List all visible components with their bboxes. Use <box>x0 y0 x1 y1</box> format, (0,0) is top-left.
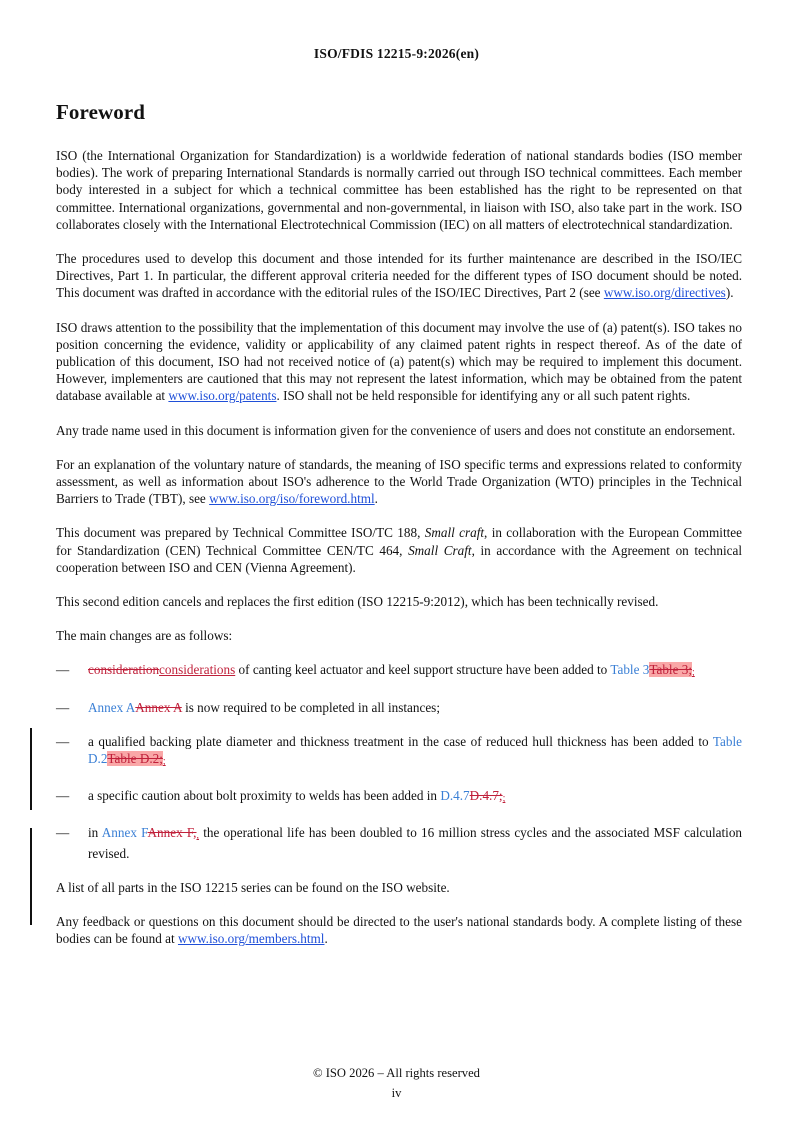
link-iso-members[interactable]: www.iso.org/members.html <box>177 931 325 947</box>
document-body <box>56 100 742 965</box>
inserted-considerations: considerations <box>159 662 236 678</box>
change-5-text: the operational life has been doubled to 16 million stress cycles and the associated MSF calculation revised. <box>88 825 743 861</box>
deleted-consideration: consideration <box>88 662 160 678</box>
xref-table-d2[interactable]: Table D.2 <box>88 733 742 767</box>
paragraph-patents <box>56 319 742 405</box>
deleted-annex-a: Annex A <box>135 699 182 715</box>
change-1-text: of canting keel actuator and keel support structure have been added to <box>235 662 611 678</box>
list-dash: — <box>56 788 70 804</box>
link-iso-patents[interactable]: www.iso.org/patents <box>168 388 277 404</box>
paragraph-technical-committee <box>56 524 742 576</box>
change-bar-2 <box>30 828 32 925</box>
change-3-text: a qualified backing plate diameter and thickness treatment in the case of reduced hull thickness has been added to <box>88 733 713 749</box>
paragraph-patents-tail: . ISO shall not be held responsible for identifying any or all such patent rights. <box>276 388 691 404</box>
tc-seg-2: , in collaboration with the European Committee for Standardization (CEN) Technical Committee CEN/TC 464, <box>56 525 742 558</box>
paragraph-parts-list: A list of all parts in the ISO 12215 series can be found on the ISO website. <box>56 879 450 895</box>
tc-italic-small-craft: Small craft <box>424 525 485 541</box>
tc-italic-small-craft-cen: Small Craft <box>408 542 472 558</box>
xref-annex-f[interactable]: Annex F <box>101 825 148 841</box>
xref-annex-a[interactable]: Annex A <box>88 699 136 715</box>
paragraph-voluntary-nature <box>56 456 742 508</box>
deleted-table-d2-highlight: Table D.2; <box>107 751 163 767</box>
inserted-semicolon-1: ; <box>691 667 695 679</box>
running-head: ISO/FDIS 12215-9:2026(en) <box>313 46 480 61</box>
page-number: iv <box>391 1086 402 1100</box>
change-2-text: is now required to be completed in all instances; <box>181 699 440 715</box>
deleted-annex-f: Annex F, <box>147 825 197 841</box>
paragraph-voluntary-tail: . <box>374 491 378 507</box>
list-dash: — <box>56 662 70 678</box>
list-dash: — <box>56 825 70 841</box>
paragraph-trade-name: Any trade name used in this document is information given for the convenience of users and does not constitute an endorsement. <box>56 422 736 438</box>
list-item-change-3 <box>56 733 742 770</box>
link-iso-foreword[interactable]: www.iso.org/iso/foreword.html <box>209 491 375 507</box>
paragraph-main-changes-intro: The main changes are as follows: <box>56 628 233 644</box>
inserted-semicolon-3: ; <box>162 756 166 768</box>
paragraph-voluntary-text: For an explanation of the voluntary nature of standards, the meaning of ISO specific terms and expressions related to conformity assessment, as well as information about ISO's adherence to the World Trade Organization (WTO) principles in the Technical Barriers to Trade (TBT), see <box>56 456 742 507</box>
paragraph-procedures-tail: ). <box>725 285 734 301</box>
paragraph-feedback-tail: . <box>324 931 328 947</box>
xref-d47[interactable]: D.4.7 <box>440 788 470 804</box>
paragraph-procedures-text: The procedures used to develop this document and those intended for its further maintenance are described in the ISO/IEC Directives, Part 1. In particular, the different approval criteria needed for the different types of ISO document should be noted. This document was drafted in accordance with the editorial rules of the ISO/IEC Directives, Part 2 (see <box>56 251 742 301</box>
change-4-text: a specific caution about bolt proximity to welds has been added in <box>88 788 441 804</box>
link-iso-directives[interactable]: www.iso.org/directives <box>603 285 726 301</box>
paragraph-procedures <box>56 250 742 302</box>
list-dash: — <box>56 733 70 749</box>
tc-seg-1: This document was prepared by Technical Committee ISO/TC 188, <box>56 525 425 541</box>
change-bar-1 <box>30 728 32 810</box>
footer-copyright: © ISO 2026 – All rights reserved <box>313 1066 480 1080</box>
paragraph-second-edition: This second edition cancels and replaces the first edition (ISO 12215-9:2012), which has been technically revised. <box>56 594 659 610</box>
list-item-change-2 <box>56 699 742 716</box>
paragraph-feedback <box>56 913 742 947</box>
change-5-prefix: in <box>88 825 102 841</box>
page-title: Foreword <box>56 100 146 124</box>
list-item-change-4 <box>56 787 742 807</box>
paragraph-iso-intro: ISO (the International Organization for Standardization) is a worldwide federation of national standards bodies (ISO member bodies). The work of preparing International Standards is normally carried out through ISO technical committees. Each member body interested in a subject for which a technical committee has been established has the right to be represented on that committee. International organizations, governmental and non-governmental, in liaison with ISO, also take part in the work. ISO collaborates closely with the International Electrotechnical Commission (IEC) on all matters of electrotechnical standardization. <box>56 148 742 232</box>
list-dash: — <box>56 699 70 715</box>
deleted-d47: D.4.7; <box>469 788 503 804</box>
paragraph-feedback-text: Any feedback or questions on this document should be directed to the user's national standards body. A complete listing of these bodies can be found at <box>56 914 742 947</box>
list-item-change-5 <box>56 824 742 861</box>
list-item-change-1 <box>56 661 742 681</box>
deleted-table-3-highlight: Table 3; <box>649 662 692 678</box>
xref-table-3[interactable]: Table 3 <box>610 662 650 678</box>
paragraph-patents-text: ISO draws attention to the possibility that the implementation of this document may involve the use of (a) patent(s). ISO takes no position concerning the evidence, validity or applicability of any claimed patent rights in respect thereof. As of the date of publication of this document, ISO had not received notice of (a) patent(s) which may be required to implement this document. However, implementers are cautioned that this may not represent the latest information, which may be obtained from the patent database available at <box>56 319 742 404</box>
tc-seg-3: , in accordance with the Agreement on technical cooperation between ISO and CEN (Vienna Agreement). <box>56 542 742 575</box>
changes-list <box>56 661 742 861</box>
inserted-semicolon-4: ; <box>502 793 506 805</box>
inserted-comma-5: , <box>196 830 199 842</box>
